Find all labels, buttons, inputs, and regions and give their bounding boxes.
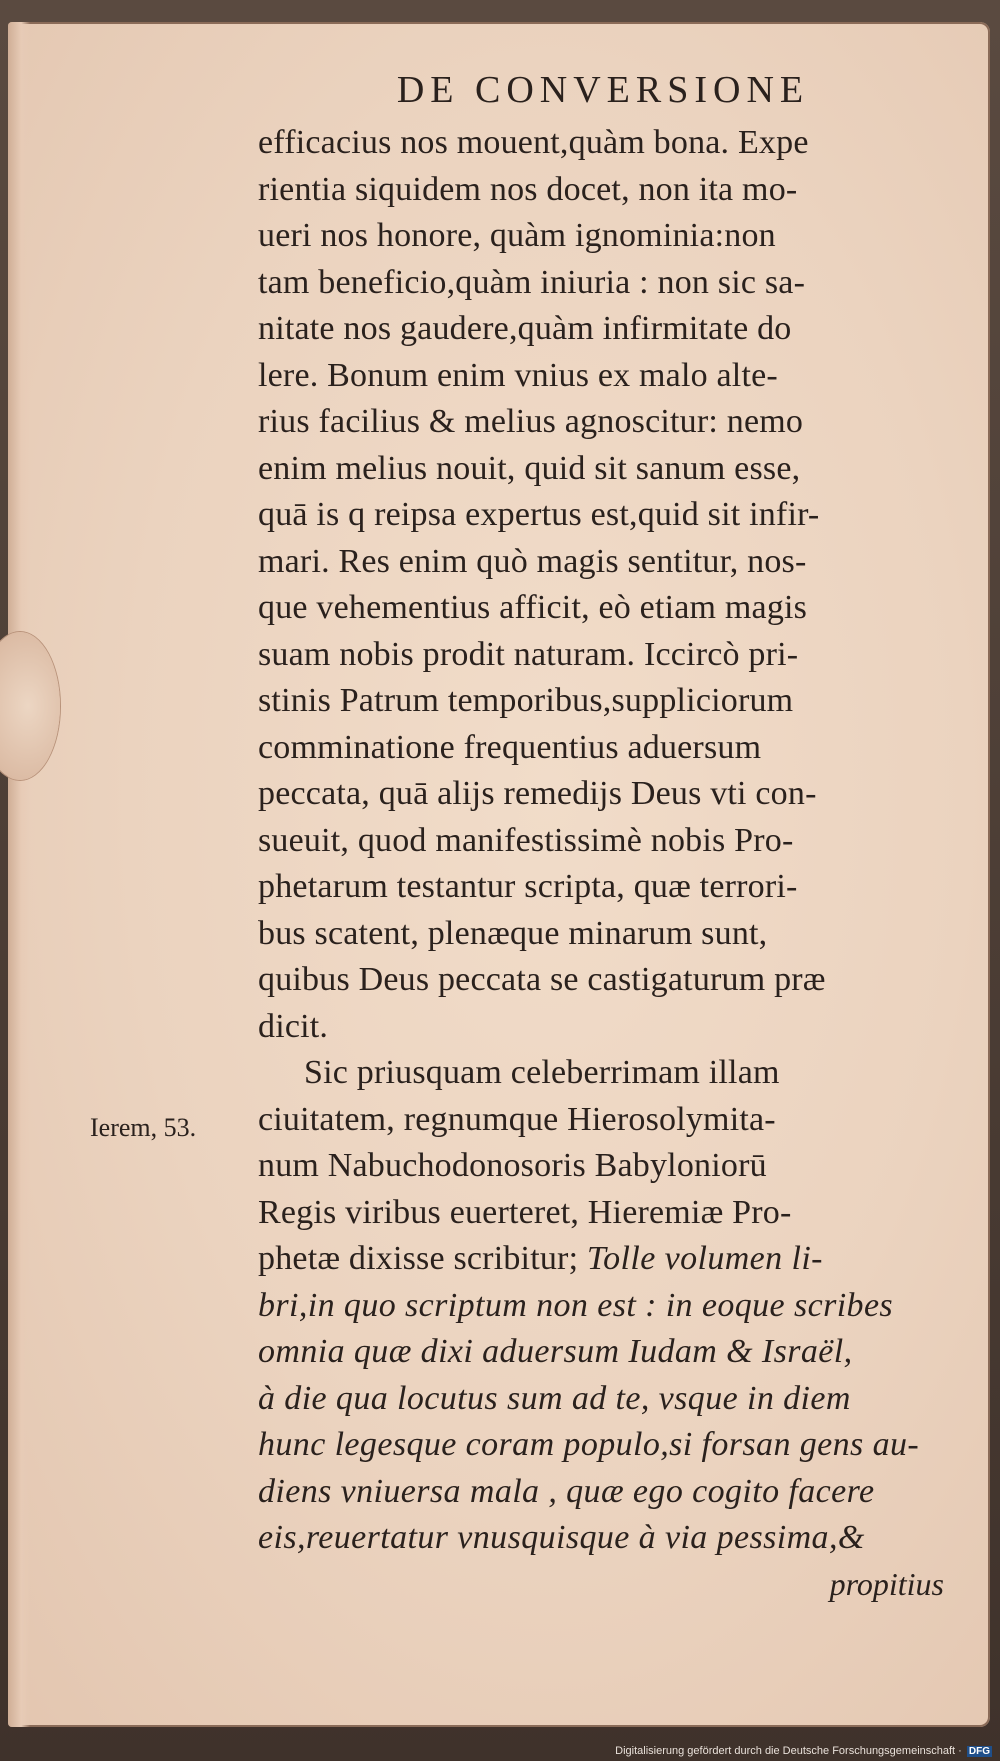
text-line: dicit. — [258, 1007, 329, 1045]
text-line: ciuitatem, regnumque Hierosolymita- — [258, 1100, 776, 1138]
text-line: stinis Patrum temporibus,suppliciorum — [258, 682, 794, 719]
text-line: phetarum testantur scripta, quæ terrori- — [258, 868, 798, 905]
text-line: enim melius nouit, quid sit sanum esse, — [258, 449, 801, 487]
text-line: mari. Res enim quò magis sentitur, nos- — [258, 542, 807, 580]
text-line: que vehementius afficit, eò etiam magis — [258, 589, 808, 626]
catchword: propitius — [829, 1565, 944, 1602]
text-line: lere. Bonum enim vnius ex malo alte- — [258, 356, 778, 394]
text-line: num Nabuchodonosoris Babyloniorū — [258, 1147, 767, 1184]
italic-line: hunc legesque coram populo,si forsan gens au- — [258, 1426, 920, 1463]
text-line — [258, 1236, 958, 1283]
text-line: comminatione frequentius aduersum — [258, 728, 762, 766]
text-line: ueri nos honore, quàm ignominia:non — [258, 217, 776, 254]
italic-line: à die qua locutus sum ad te, vsque in diem — [258, 1379, 851, 1417]
italic-line: omnia quæ dixi aduersum Iudam & Israël, — [258, 1333, 853, 1370]
footer-credit — [615, 1745, 992, 1757]
text-line: bus scatent, plenæque minarum sunt, — [258, 914, 768, 952]
text-line: rientia siquidem nos docet, non ita mo- — [258, 170, 798, 208]
text-line: rius facilius & melius agnoscitur: nemo — [258, 403, 804, 440]
text-line: peccata, quā alijs remedijs Deus vti con- — [258, 775, 817, 812]
text-line: sueuit, quod manifestissimè nobis Pro- — [258, 821, 794, 859]
italic-line: eis,reuertatur vnusquisque à via pessima,& — [258, 1519, 865, 1556]
text-line: quā is q reipsa expertus est,quid sit infir- — [258, 496, 820, 533]
running-head: DE CONVERSIONE — [396, 69, 810, 111]
text-line: quibus Deus peccata se castigaturum præ — [258, 961, 826, 998]
dfg-logo: DFG — [968, 1746, 990, 1757]
text-line-roman: phetæ dixisse scribitur; — [258, 1240, 579, 1277]
italic-line: bri,in quo scriptum non est : in eoque scribes — [258, 1286, 894, 1324]
text-line-italic: Tolle volumen li- — [586, 1240, 823, 1277]
text-line: suam nobis prodit naturam. Iccircò pri- — [258, 635, 799, 673]
text-line: Sic priusquam celeberrimam illam — [304, 1054, 780, 1091]
page-edge-shadow — [8, 22, 30, 1727]
text-line: Regis viribus euerteret, Hieremiæ Pro- — [258, 1193, 792, 1231]
text-line: efficacius nos mouent,quàm bona. Expe — [258, 124, 809, 161]
margin-note: Ierem, 53. — [90, 1113, 197, 1142]
italic-line: diens vniuersa mala , quæ ego cogito facere — [258, 1472, 875, 1510]
text-line: tam beneficio,quàm iniuria : non sic sa- — [258, 263, 806, 301]
text-block — [258, 62, 958, 1606]
text-line: nitate nos gaudere,quàm infirmitate do — [258, 310, 792, 347]
footer-credit-text: Digitalisierung gefördert durch die Deutsche Forschungsgemeinschaft · — [615, 1745, 962, 1757]
